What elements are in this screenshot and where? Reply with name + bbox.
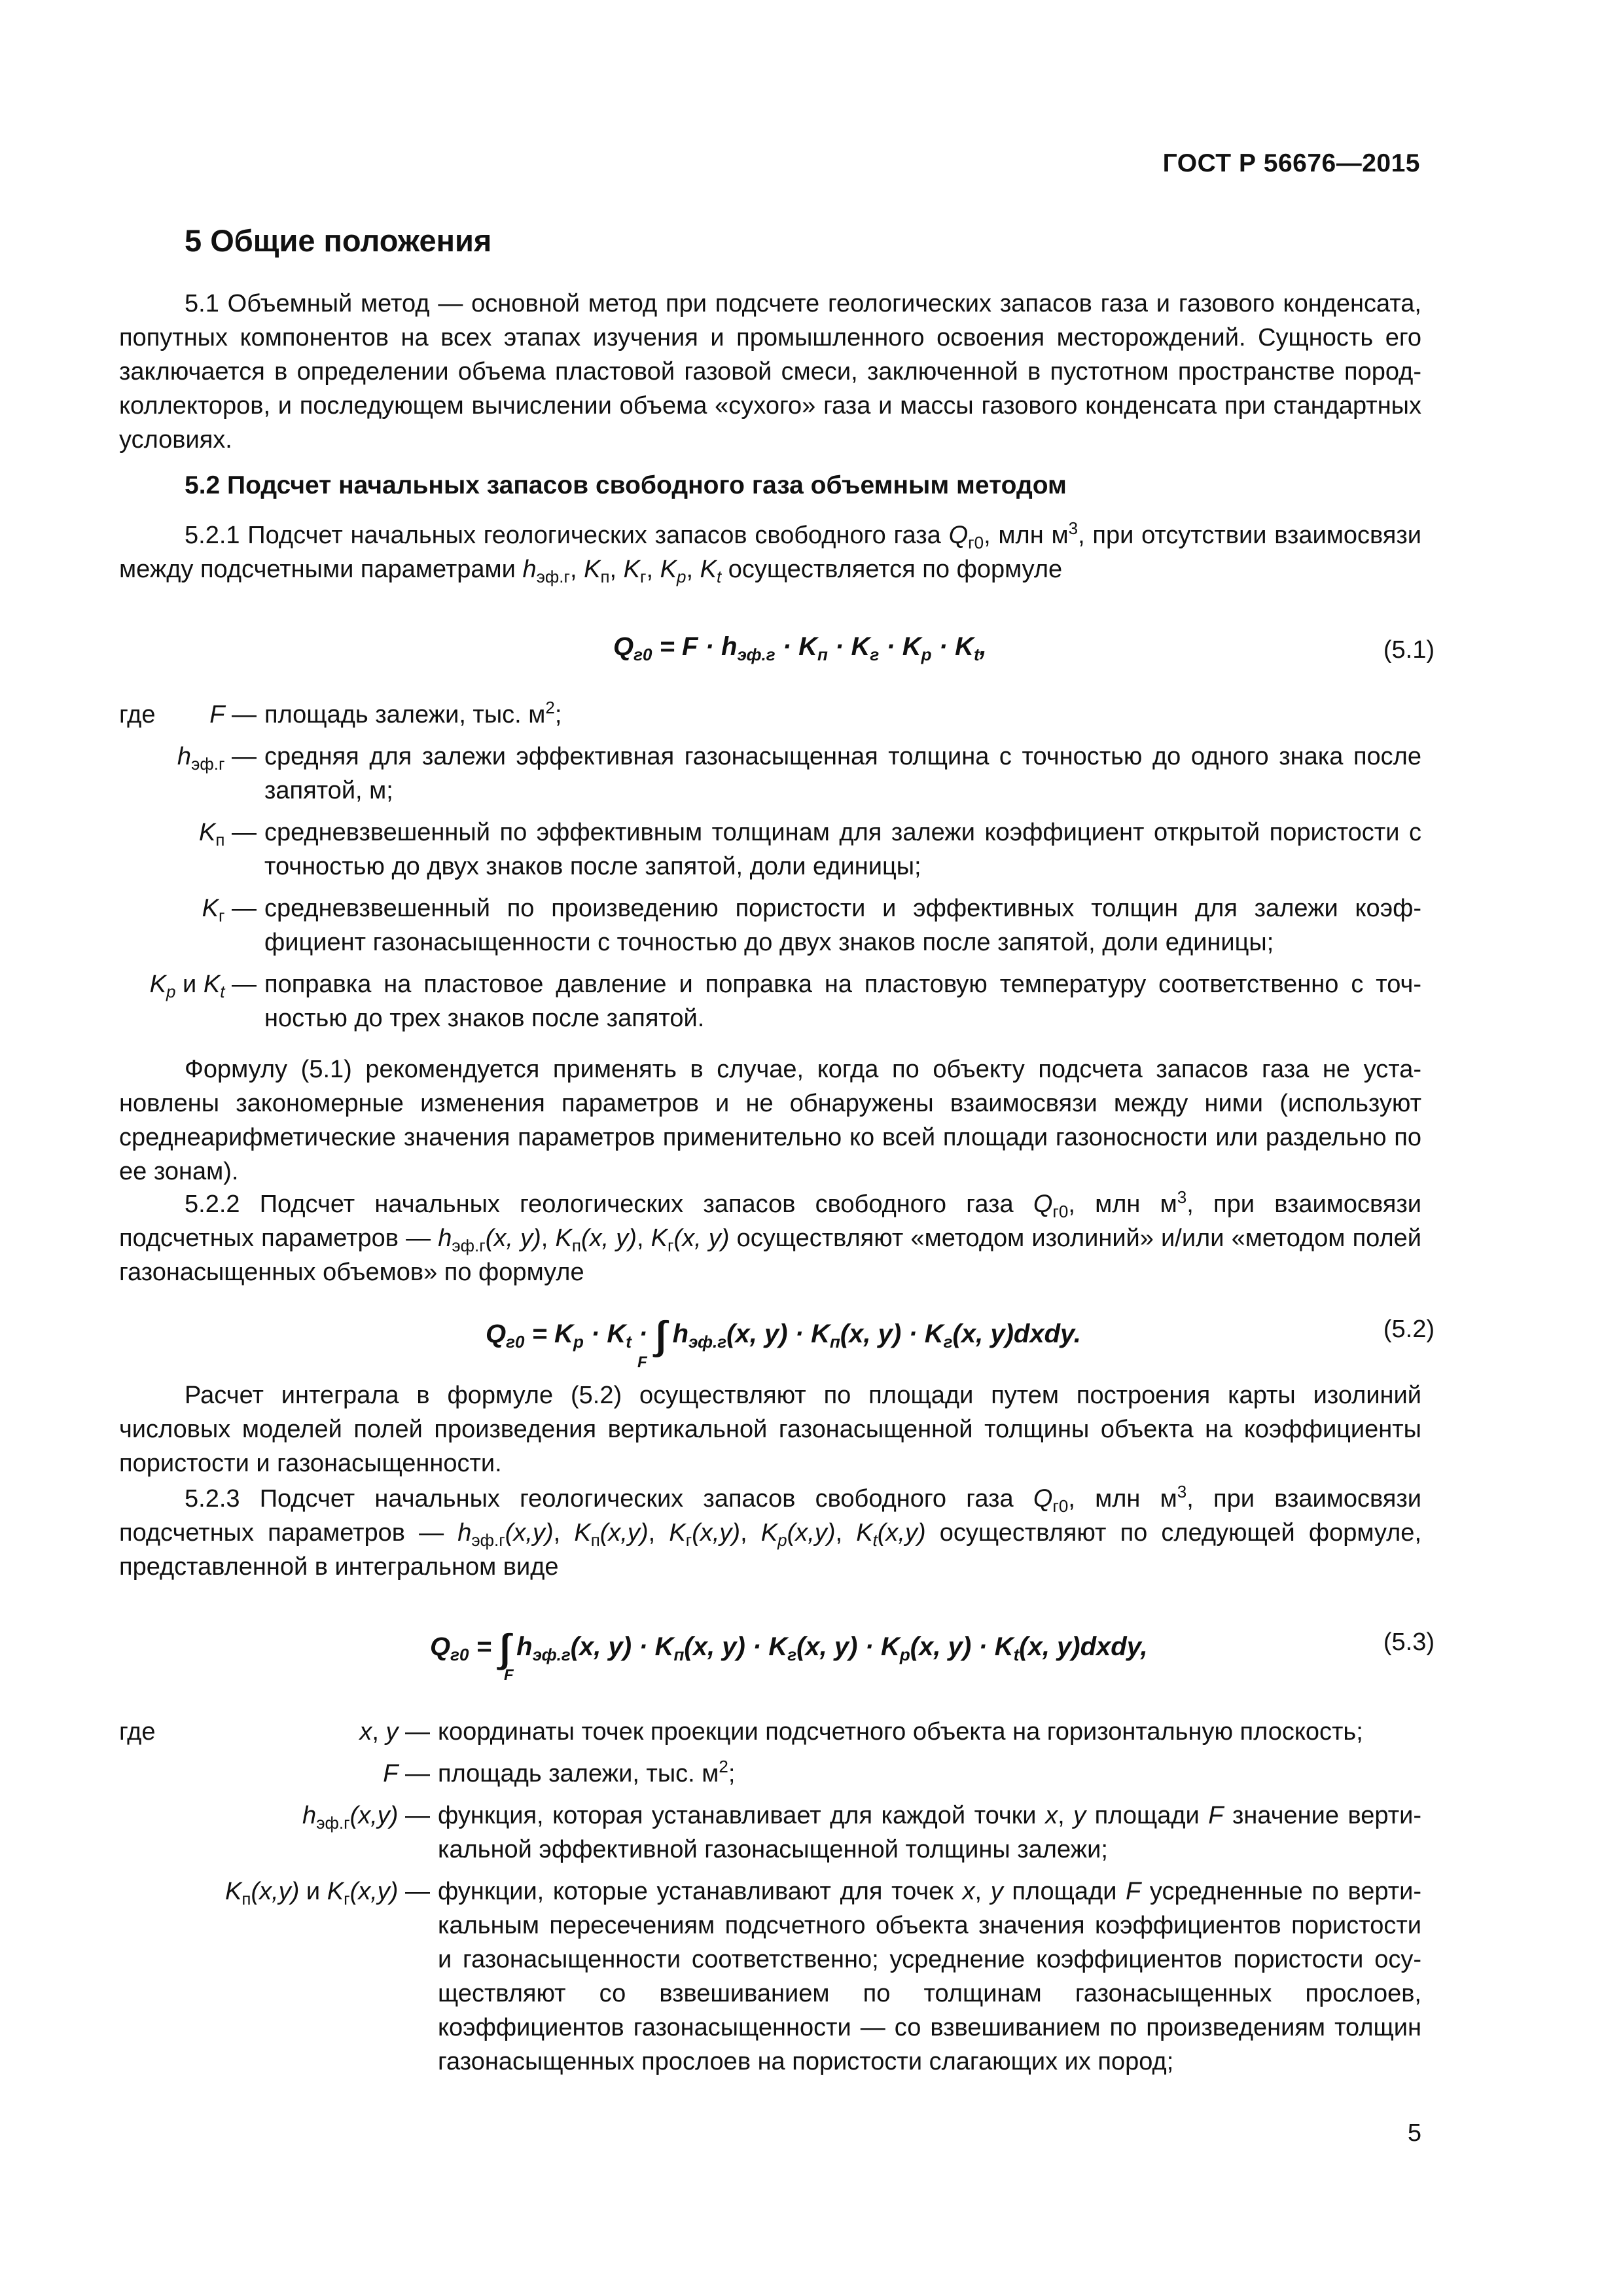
definition-symbol: F —	[383, 1760, 430, 1787]
definition-symbol: $K_п(x,y)$ и $K_г(x,y)$ —	[225, 1878, 430, 1909]
definition-symbol: $K_п$ —	[198, 819, 257, 850]
definition-symbol: F —	[209, 701, 257, 728]
definitions-5-1	[119, 698, 1421, 1043]
definition-row	[119, 967, 1421, 1035]
paragraph-formula-5-1-note: Формулу (5.1) рекомендуется применять в случае, когда по объекту подсчета запасов газа не установлены закономерные изменения параметров и не обнаружены взаимосвязи между ними (используют среднеарифметические значения параметров применительно ко всей площади газоносности или раздельно по ее зонам).	[119, 1056, 1421, 1185]
definition-text: функция, которая устанавливает для каждой точки x, y площади F значение вертикальной эффективной газонасыщенной толщины залежи;	[438, 1802, 1421, 1863]
where-label: где	[119, 701, 156, 728]
definition-symbol: $K_p$ и $K_t$ —	[149, 971, 257, 1001]
section-5-title: 5 Общие положения	[185, 223, 492, 258]
double-integral-icon: ∫∫	[499, 1626, 502, 1670]
formula-5-1-number: (5.1)	[1383, 636, 1435, 664]
formula-5-3-expression: $Q_{г0}$ = ∫∫ $h_{эф.г}(x$, $y) \cdot K_п(x$, $y) \cdot K_г(x$, $y) \cdot K_p(x$, $y) \cdot K_t(x$, y)dxdy,	[430, 1626, 1148, 1670]
definition-text: средневзвешенный по произведению пористости и эффективных толщин для залежи коэффициент газонасыщенности с точностью до двух знаков после запятой, доли единицы;	[264, 895, 1421, 956]
formula-5-1-expression: $Q_{г0} = F \cdot h_{эф.г} \cdot K_п \cdot K_г \cdot K_p \cdot K_t$,	[613, 632, 987, 664]
integral-domain-label: F	[637, 1354, 647, 1371]
paragraph-5-2-3: 5.2.3 Подсчет начальных геологических запасов свободного газа $Q_{г0}$, млн $м^3$, при взаимосвязи подсчетных параметров — $h_{эф.г}(x,y)$, $K_п(x,y)$, $K_г(x,y)$, $K_p(x,y)$, $K_t(x,y)$ осуществляют по следующей формуле, представленной в интегральном виде	[119, 1482, 1421, 1581]
definition-text: средневзвешенный по эффективным толщинам для залежи коэффициент открытой пористости с точностью до двух знаков после запятой, доли единицы;	[264, 819, 1421, 880]
definition-symbol: $K_г$ —	[202, 895, 257, 925]
section-5-2-title: 5.2 Подсчет начальных запасов свободного газа объемным методом	[185, 471, 1067, 499]
definition-row	[119, 1715, 1421, 1749]
formula-5-3	[119, 1621, 1435, 1684]
formula-5-1	[119, 628, 1435, 681]
document-header-id: ГОСТ Р 56676—2015	[1162, 149, 1420, 177]
definition-row	[119, 698, 1421, 732]
definition-row	[119, 816, 1421, 884]
definition-text: площадь залежи, тыс. $м^2$;	[438, 1757, 736, 1787]
formula-5-3-number: (5.3)	[1383, 1628, 1435, 1656]
paragraph-integral: Расчет интеграла в формуле (5.2) осуществляют по площади путем построения карты изолиний числовых моделей полей произведения вертикальной газонасыщенной толщины объекта на коэффициенты пористости и газонасыщенности.	[119, 1382, 1421, 1477]
definition-text: средняя для залежи эффективная газонасыщенная толщина с точностью до одного знака после запятой, м;	[264, 743, 1421, 804]
definition-row	[119, 891, 1421, 960]
formula-5-2-number: (5.2)	[1383, 1316, 1435, 1343]
integral-domain-label: F	[504, 1666, 514, 1684]
double-integral-icon: ∫∫	[654, 1314, 658, 1357]
definition-row	[119, 1757, 1421, 1791]
definition-text: площадь залежи, тыс. $м^2$;	[264, 698, 562, 728]
definition-row	[119, 1874, 1421, 2079]
definition-text: функции, которые устанавливают для точек x, y площади F усредненные по вертикальным пересечениям подсчетного объекта значения коэффициентов пористости и газонасыщенности соответственно; усреднение коэффициентов пористости осуществляют со взвешиванием по толщинам газонасыщенных прослоев, коэффициентов газонасыщенности — со взвешиванием по произведениям толщин газонасыщенных прослоев на пористости слагающих их пород;	[438, 1878, 1421, 2075]
definition-text: поправка на пластовое давление и поправка на пластовую температуру соответственно с точностью до трех знаков после запятой.	[264, 971, 1421, 1032]
paragraph-5-1: 5.1 Объемный метод — основной метод при подсчете геологических запасов газа и газового конденсата, попутных компонентов на всех этапах изучения и промышленного освоения месторождений. Сущность его заключается в определении объема пластовой газовой смеси, заключенной в пустотном пространстве пород-коллекторов, и последующем вычислении объема «сухого» газа и массы газового конденсата при стандартных условиях.	[119, 290, 1421, 454]
definition-symbol: $h_{эф.г}$ —	[177, 743, 257, 774]
definition-row	[119, 1799, 1421, 1867]
where-label: где	[119, 1718, 156, 1746]
definition-row	[119, 740, 1421, 808]
paragraph-5-2-1: 5.2.1 Подсчет начальных геологических запасов свободного газа $Q_{г0}$, млн $м^3$, при отсутствии взаимосвязи между подсчетными параметрами $h_{эф.г}$, $K_п$, $K_г$, $K_p$, $K_t$ осуществляется по формуле	[119, 518, 1421, 586]
definition-symbol: $h_{эф.г}(x,y)$ —	[302, 1802, 430, 1833]
paragraph-5-2-2: 5.2.2 Подсчет начальных геологических запасов свободного газа $Q_{г0}$, млн $м^3$, при взаимосвязи подсчетных параметров — $h_{эф.г}(x$, y), $K_п(x$, y), $K_г(x$, y) осуществляют «методом изолиний» и/или «методом полей газонасыщенных объемов» по формуле	[119, 1187, 1421, 1286]
page-number: 5	[1407, 2119, 1421, 2147]
formula-5-2	[119, 1308, 1435, 1371]
definition-symbol: x, y —	[359, 1718, 430, 1746]
definitions-5-3	[119, 1715, 1421, 2087]
definition-text: координаты точек проекции подсчетного объекта на горизонтальную плоскость;	[438, 1718, 1363, 1746]
formula-5-2-expression: $Q_{г0} = K_p \cdot K_t$ · ∫∫ $h_{эф.г}(x$, $y) \cdot K_п(x$, $y) \cdot K_г(x$, y)dxdy.	[486, 1314, 1081, 1357]
